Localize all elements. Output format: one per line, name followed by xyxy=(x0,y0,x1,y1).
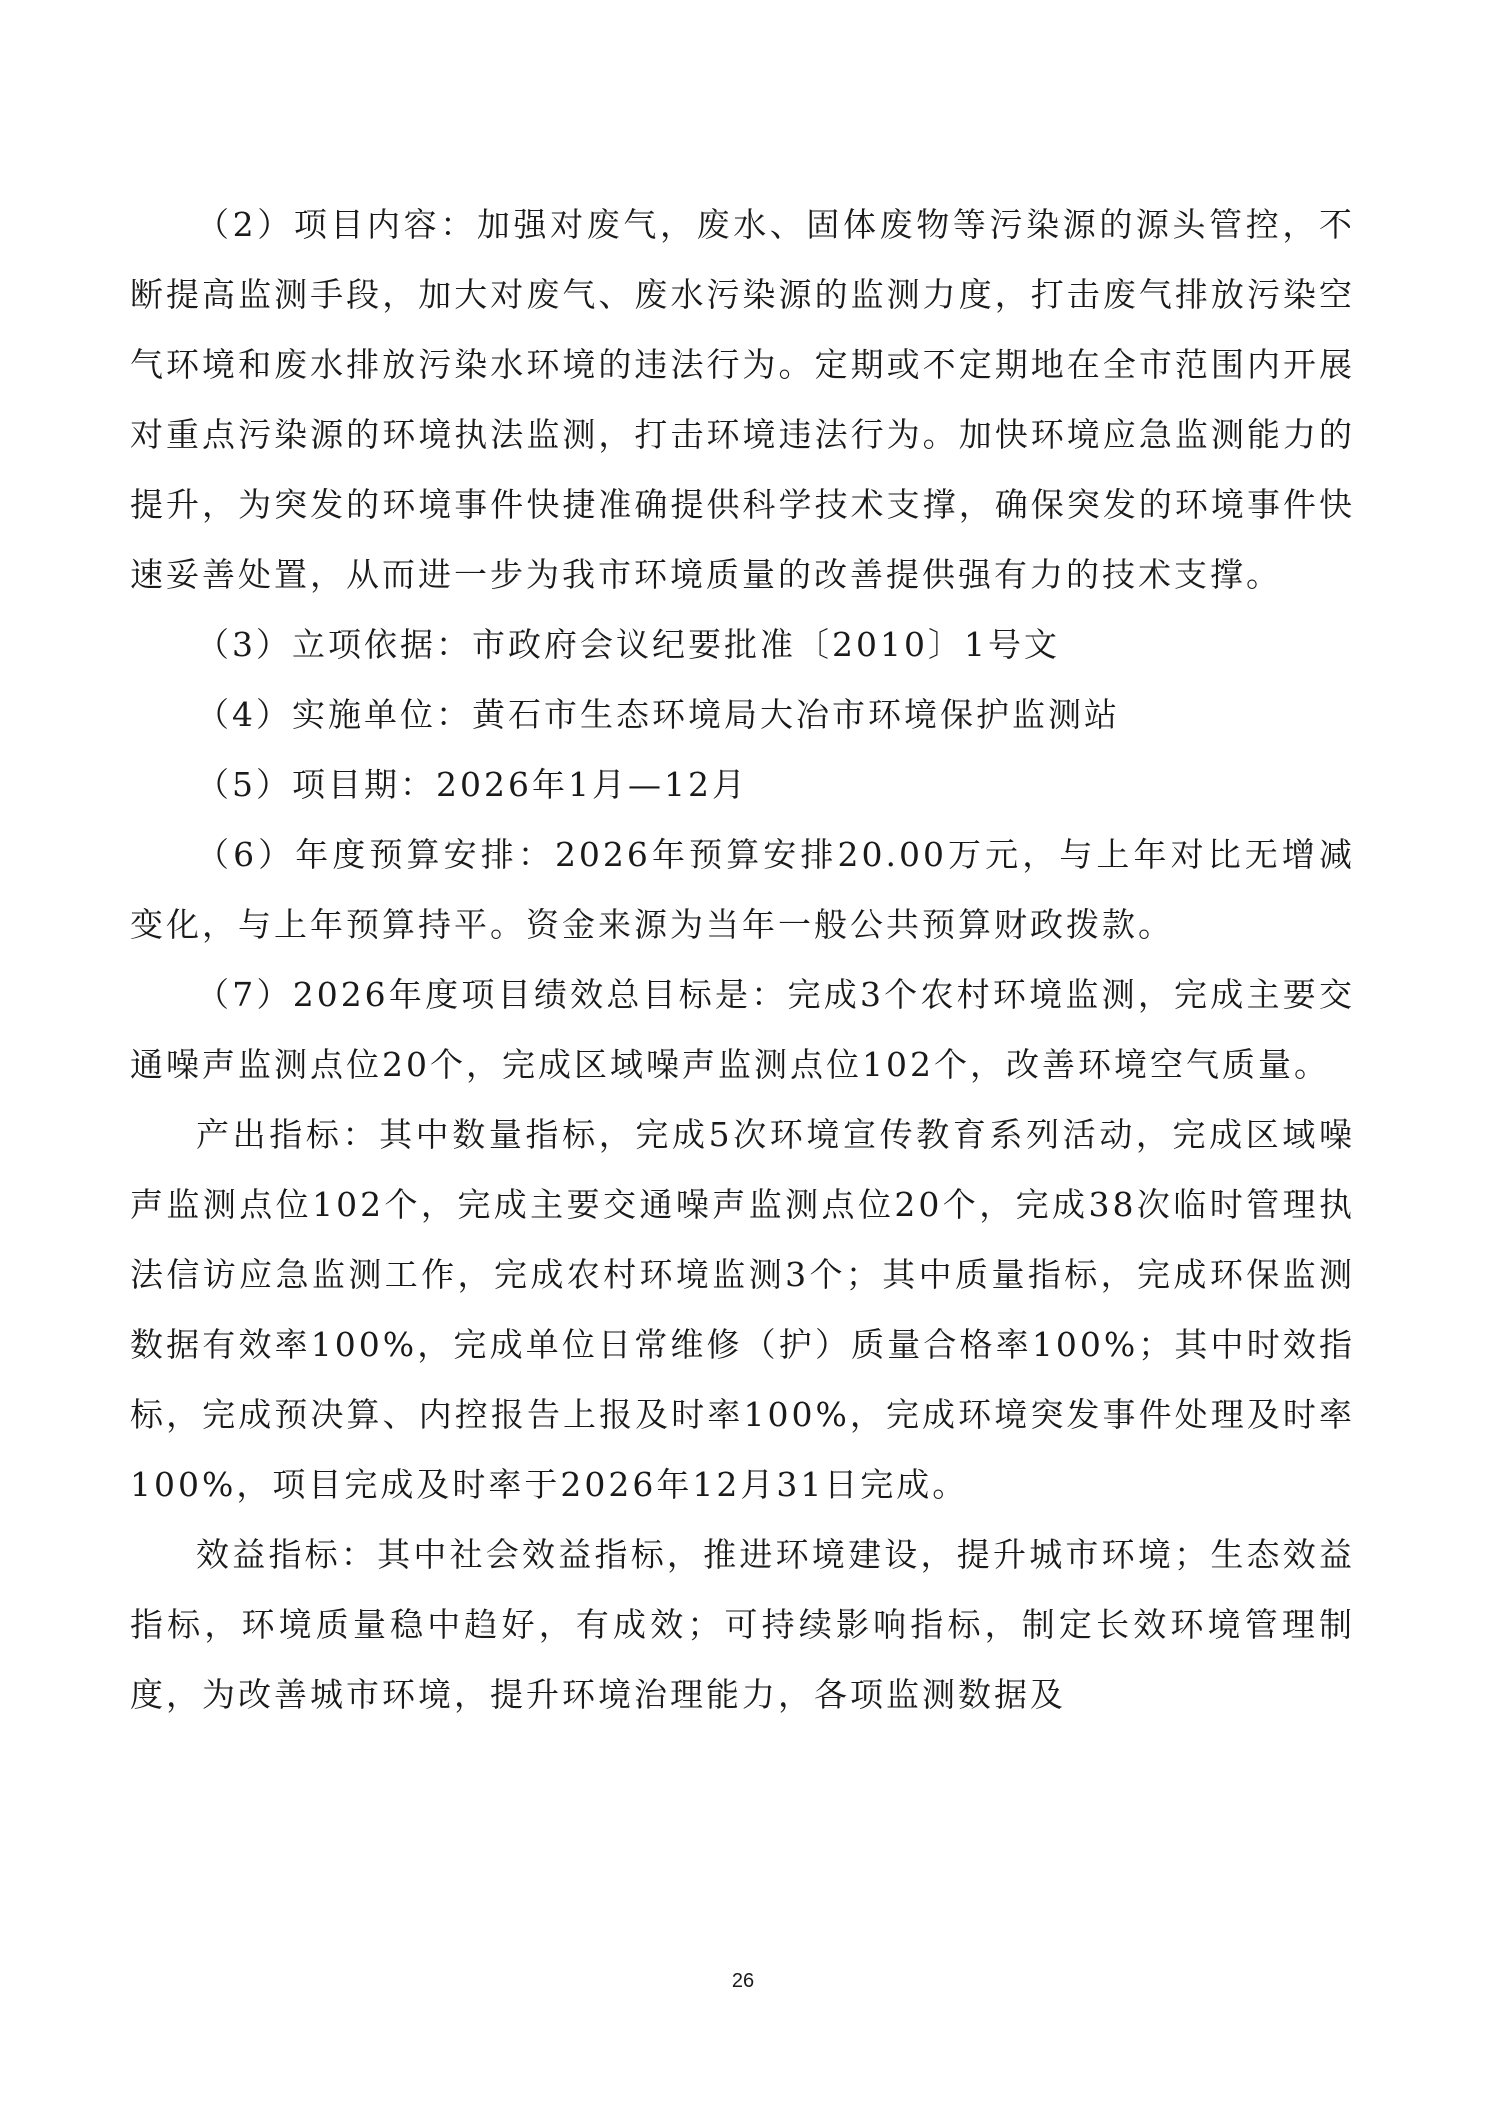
paragraph-implementing-unit: （4）实施单位：黄石市生态环境局大冶市环境保护监测站 xyxy=(196,695,1120,734)
paragraph-annual-budget: （6）年度预算安排：2026年预算安排20.00万元，与上年对比无增减变化，与上年预算持平。资金来源为当年一般公共预算财政拨款。 xyxy=(130,835,1355,944)
document-body xyxy=(130,190,1355,1730)
paragraph-project-period: （5）项目期：2026年1月—12月 xyxy=(196,765,748,804)
paragraph-output-indicators: 产出指标：其中数量指标，完成5次环境宣传教育系列活动，完成区域噪声监测点位102个，完成主要交通噪声监测点位20个，完成38次临时管理执法信访应急监测工作，完成农村环境监测3个；其中质量指标，完成环保监测数据有效率100%，完成单位日常维修（护）质量合格率100%；其中时效指标，完成预决算、内控报告上报及时率100%，完成环境突发事件处理及时率100%，项目完成及时率于2026年12月31日完成。 xyxy=(130,1115,1355,1504)
paragraph-project-content: （2）项目内容：加强对废气，废水、固体废物等污染源的源头管控，不断提高监测手段，加大对废气、废水污染源的监测力度，打击废气排放污染空气环境和废水排放污染水环境的违法行为。定期或不定期地在全市范围内开展对重点污染源的环境执法监测，打击环境违法行为。加快环境应急监测能力的提升，为突发的环境事件快捷准确提供科学技术支撑，确保突发的环境事件快速妥善处置，从而进一步为我市环境质量的改善提供强有力的技术支撑。 xyxy=(130,205,1355,594)
paragraph-project-basis: （3）立项依据：市政府会议纪要批准〔2010〕1号文 xyxy=(196,625,1060,664)
page-number: 26 xyxy=(731,1970,755,1992)
paragraph-benefit-indicators: 效益指标：其中社会效益指标，推进环境建设，提升城市环境；生态效益指标，环境质量稳中趋好，有成效；可持续影响指标，制定长效环境管理制度，为改善城市环境，提升环境治理能力，各项监测数据及 xyxy=(130,1535,1355,1714)
paragraph-performance-goal: （7）2026年度项目绩效总目标是：完成3个农村环境监测，完成主要交通噪声监测点位20个，完成区域噪声监测点位102个，改善环境空气质量。 xyxy=(130,975,1355,1084)
